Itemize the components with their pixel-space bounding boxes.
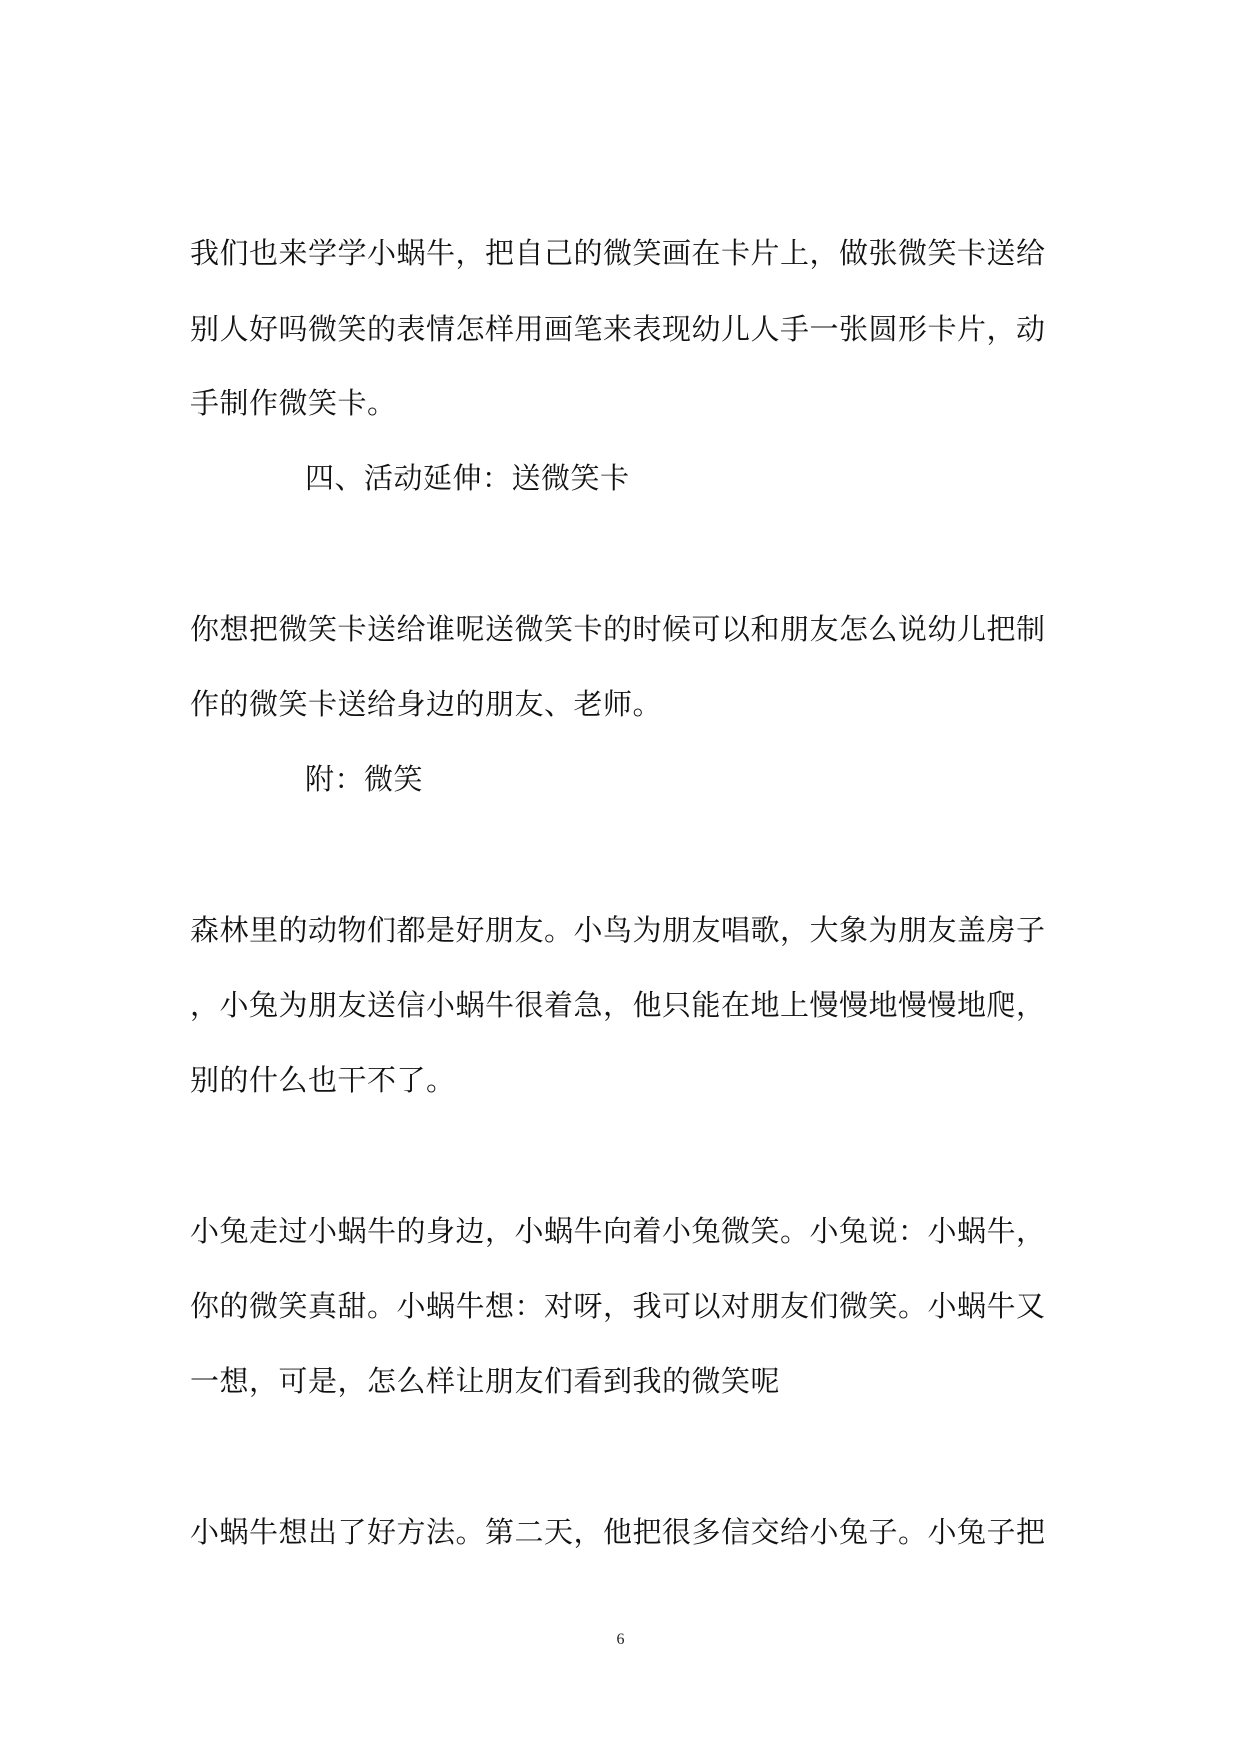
paragraph-3-line-3: 别的什么也干不了。 [190,1063,456,1097]
paragraph-2-line-2: 作的微笑卡送给身边的朋友、老师。 [190,687,663,721]
section-heading-appendix: 附：微笑 [305,762,424,796]
paragraph-4-line-1: 小兔走过小蜗牛的身边，小蜗牛向着小兔微笑。小兔说：小蜗牛， [190,1214,1046,1248]
paragraph-1-line-3: 手制作微笑卡。 [190,386,397,420]
paragraph-4-line-3: 一想，可是，怎么样让朋友们看到我的微笑呢 [190,1364,781,1398]
paragraph-1-line-1: 我们也来学学小蜗牛，把自己的微笑画在卡片上，做张微笑卡送给 [190,236,1046,270]
paragraph-2-line-1: 你想把微笑卡送给谁呢送微笑卡的时候可以和朋友怎么说幼儿把制 [190,612,1046,646]
paragraph-4-line-2: 你的微笑真甜。小蜗牛想：对呀，我可以对朋友们微笑。小蜗牛又 [190,1289,1046,1323]
paragraph-3-line-1: 森林里的动物们都是好朋友。小鸟为朋友唱歌，大象为朋友盖房子 [190,913,1046,947]
section-heading-activity-extension: 四、活动延伸：送微笑卡 [305,461,630,495]
page-number: 6 [616,1631,625,1648]
paragraph-1-line-2: 别人好吗微笑的表情怎样用画笔来表现幼儿人手一张圆形卡片，动 [190,312,1046,346]
paragraph-3-line-2: ，小兔为朋友送信小蜗牛很着急，他只能在地上慢慢地慢慢地爬， [190,988,1046,1022]
paragraph-5-line-1: 小蜗牛想出了好方法。第二天，他把很多信交给小兔子。小兔子把 [190,1515,1046,1549]
